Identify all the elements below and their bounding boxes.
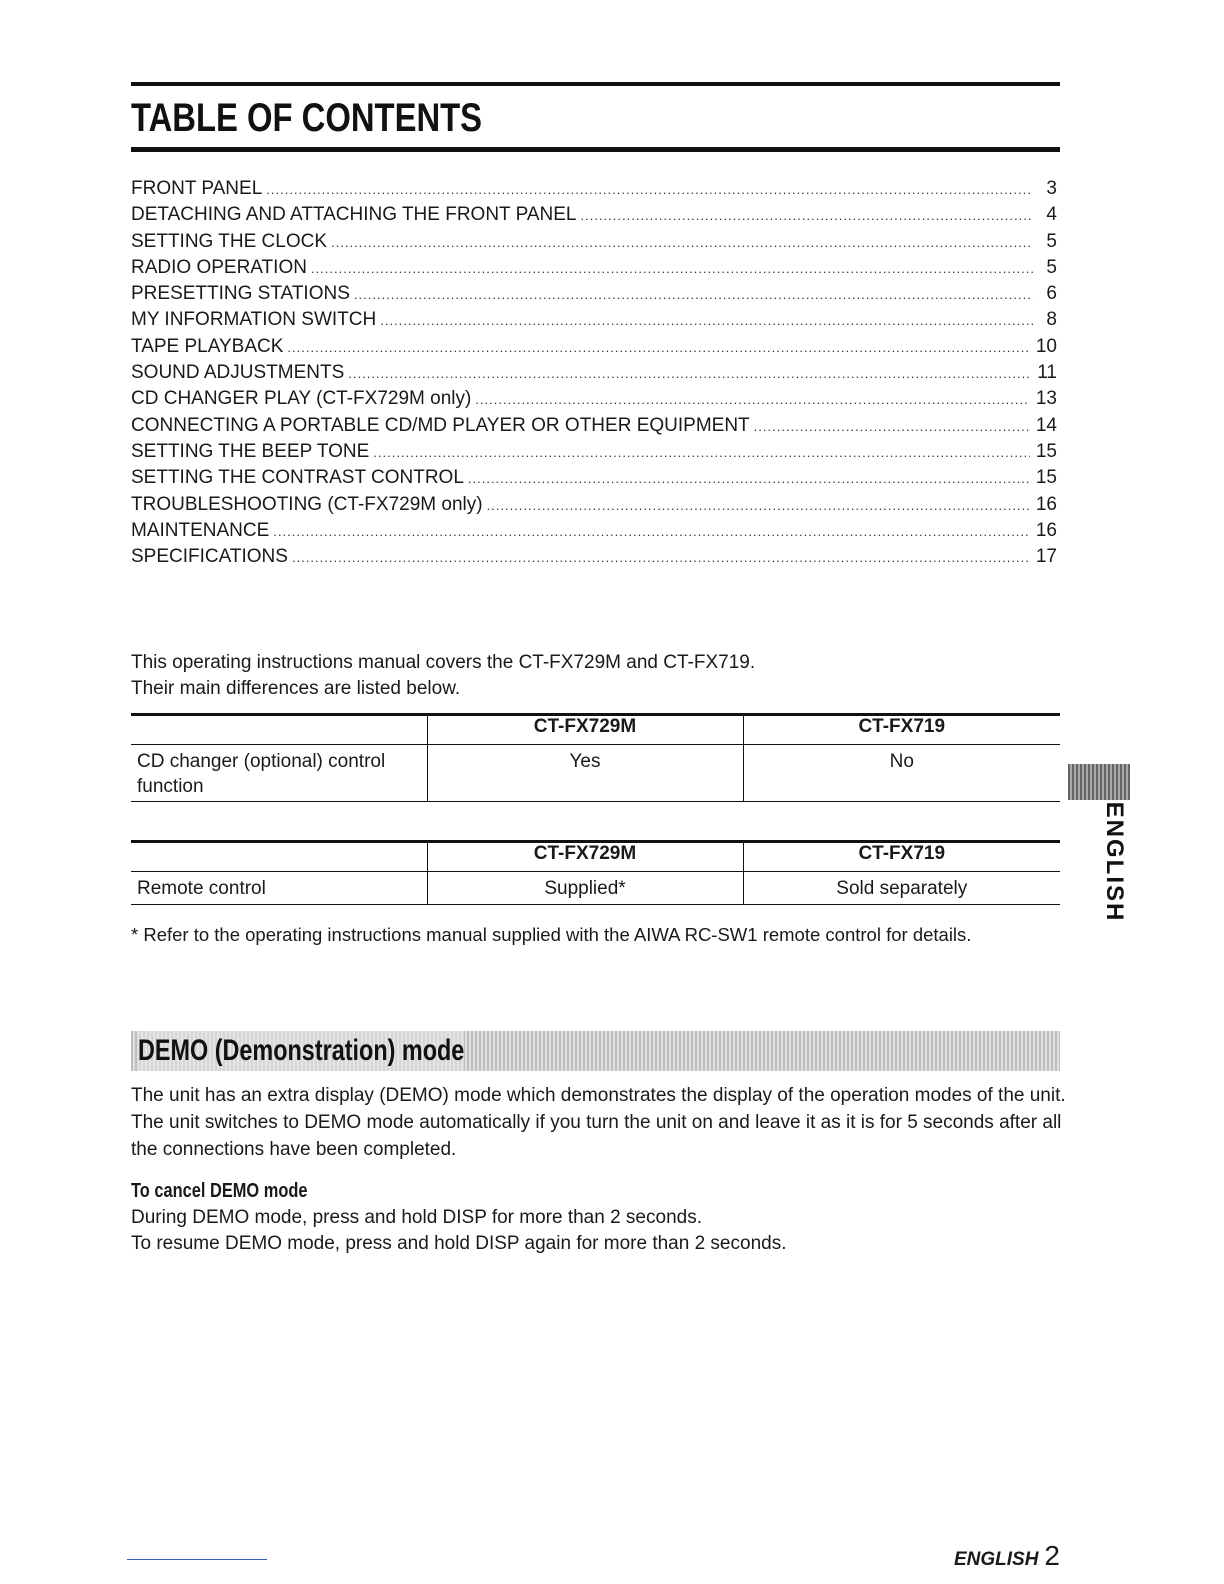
intro-line-2: Their main differences are listed below. [131, 678, 461, 699]
toc-leader-dots [273, 519, 1030, 545]
toc-entry-title: CONNECTING A PORTABLE CD/MD PLAYER OR OTHER EQUIPMENT [131, 414, 750, 436]
toc-entry[interactable] [131, 281, 1057, 307]
toc-entry-title: SETTING THE CLOCK [131, 230, 328, 252]
toc-entry[interactable] [131, 413, 1057, 439]
toc-leader-dots [373, 440, 1030, 466]
table-cell-model-b: No [743, 745, 1060, 802]
table-header-model-a: CT-FX729M [427, 715, 743, 745]
table-cell-feature: Remote control [131, 872, 427, 905]
remote-control-comparison-table [131, 840, 1060, 905]
footer-language: ENGLISH [953, 1549, 1039, 1570]
toc-entry-page: 13 [1035, 388, 1057, 410]
table-cell-model-b: Sold separately [743, 872, 1060, 905]
toc-entry[interactable] [131, 334, 1057, 360]
demo-section-heading: DEMO (Demonstration) mode [138, 1031, 464, 1071]
toc-entry-title: SOUND ADJUSTMENTS [131, 362, 345, 384]
toc-leader-dots [581, 203, 1034, 229]
toc-entry-page: 5 [1046, 256, 1057, 278]
toc-leader-dots [266, 177, 1033, 203]
toc-entry-title: DETACHING AND ATTACHING THE FRONT PANEL [131, 204, 577, 226]
toc-leader-dots [311, 256, 1033, 282]
footnote: * Refer to the operating instructions manual supplied with the AIWA RC-SW1 remote control for details. [131, 924, 972, 945]
page-title: TABLE OF CONTENTS [131, 96, 483, 140]
table-header-blank [131, 842, 427, 872]
toc-leader-dots [354, 282, 1033, 308]
page-footer [954, 1540, 1060, 1572]
toc-leader-dots [287, 335, 1029, 361]
toc-entry-page: 15 [1035, 467, 1057, 489]
toc-entry-page: 16 [1035, 519, 1057, 541]
toc-entry-title: TAPE PLAYBACK [131, 335, 284, 357]
toc-entry-title: TROUBLESHOOTING (CT-FX729M only) [131, 493, 483, 515]
toc-leader-dots [754, 414, 1030, 440]
toc-entry-page: 14 [1035, 414, 1057, 436]
toc-entry[interactable] [131, 518, 1057, 544]
toc-entry-page: 4 [1046, 204, 1057, 226]
toc-entry[interactable] [131, 176, 1057, 202]
intro-line-1: This operating instructions manual covers the CT-FX729M and CT-FX719. [131, 652, 756, 673]
toc-entry-title: MY INFORMATION SWITCH [131, 309, 377, 331]
toc-entry[interactable] [131, 492, 1057, 518]
toc-leader-dots [348, 361, 1031, 387]
table-of-contents [131, 176, 1057, 570]
cancel-demo-heading: To cancel DEMO mode [131, 1180, 308, 1202]
toc-entry-page: 15 [1035, 440, 1057, 462]
toc-leader-dots [292, 545, 1030, 571]
table-cell-model-a: Supplied* [427, 872, 743, 905]
toc-entry-title: RADIO OPERATION [131, 256, 307, 278]
toc-leader-dots [380, 308, 1033, 334]
toc-entry[interactable] [131, 202, 1057, 228]
toc-entry[interactable] [131, 465, 1057, 491]
bottom-divider [127, 1559, 267, 1560]
toc-entry[interactable] [131, 229, 1057, 255]
title-bottom-rule [131, 147, 1060, 152]
table-header-model-b: CT-FX719 [743, 715, 1060, 745]
toc-entry-title: FRONT PANEL [131, 178, 263, 199]
toc-entry-page: 5 [1046, 230, 1057, 252]
language-side-label: ENGLISH [1101, 801, 1128, 923]
toc-entry[interactable] [131, 360, 1057, 386]
toc-leader-dots [475, 387, 1030, 413]
toc-entry-title: SPECIFICATIONS [131, 546, 288, 568]
toc-entry-page: 3 [1046, 178, 1057, 199]
toc-entry-page: 10 [1035, 335, 1057, 357]
table-header-model-a: CT-FX729M [427, 842, 743, 872]
toc-entry[interactable] [131, 439, 1057, 465]
cd-changer-comparison-table [131, 713, 1060, 802]
toc-entry-title: MAINTENANCE [131, 519, 270, 541]
toc-entry-title: CD CHANGER PLAY (CT-FX729M only) [131, 388, 472, 410]
page-number: 2 [1044, 1540, 1060, 1571]
toc-leader-dots [487, 493, 1030, 519]
cancel-demo-instruction: During DEMO mode, press and hold DISP for more than 2 seconds. [131, 1207, 702, 1228]
resume-demo-instruction: To resume DEMO mode, press and hold DISP again for more than 2 seconds. [131, 1233, 787, 1254]
toc-entry-title: PRESETTING STATIONS [131, 283, 350, 305]
toc-entry[interactable] [131, 307, 1057, 333]
toc-entry-title: SETTING THE CONTRAST CONTROL [131, 467, 464, 489]
title-top-rule [131, 82, 1060, 86]
toc-entry-page: 11 [1037, 362, 1057, 384]
intro-text [131, 650, 755, 702]
toc-leader-dots [468, 466, 1030, 492]
language-tab-marker [1068, 764, 1130, 800]
table-cell-feature: CD changer (optional) control function [131, 745, 427, 802]
toc-leader-dots [331, 230, 1033, 256]
toc-entry-page: 8 [1046, 309, 1057, 331]
toc-entry-page: 16 [1035, 493, 1057, 515]
table-cell-model-a: Yes [427, 745, 743, 802]
toc-entry[interactable] [131, 255, 1057, 281]
toc-entry[interactable] [131, 544, 1057, 570]
table-header-model-b: CT-FX719 [743, 842, 1060, 872]
toc-entry-page: 6 [1046, 283, 1057, 305]
toc-entry-title: SETTING THE BEEP TONE [131, 440, 370, 462]
table-header-blank [131, 715, 427, 745]
toc-entry-page: 17 [1035, 546, 1057, 568]
demo-description: The unit has an extra display (DEMO) mode which demonstrates the display of the operation modes of the unit. The unit switches to DEMO mode automatically if you turn the unit on and leave it as it is for 5 seconds after all the connections have been completed. [131, 1085, 1066, 1160]
toc-entry[interactable] [131, 386, 1057, 412]
